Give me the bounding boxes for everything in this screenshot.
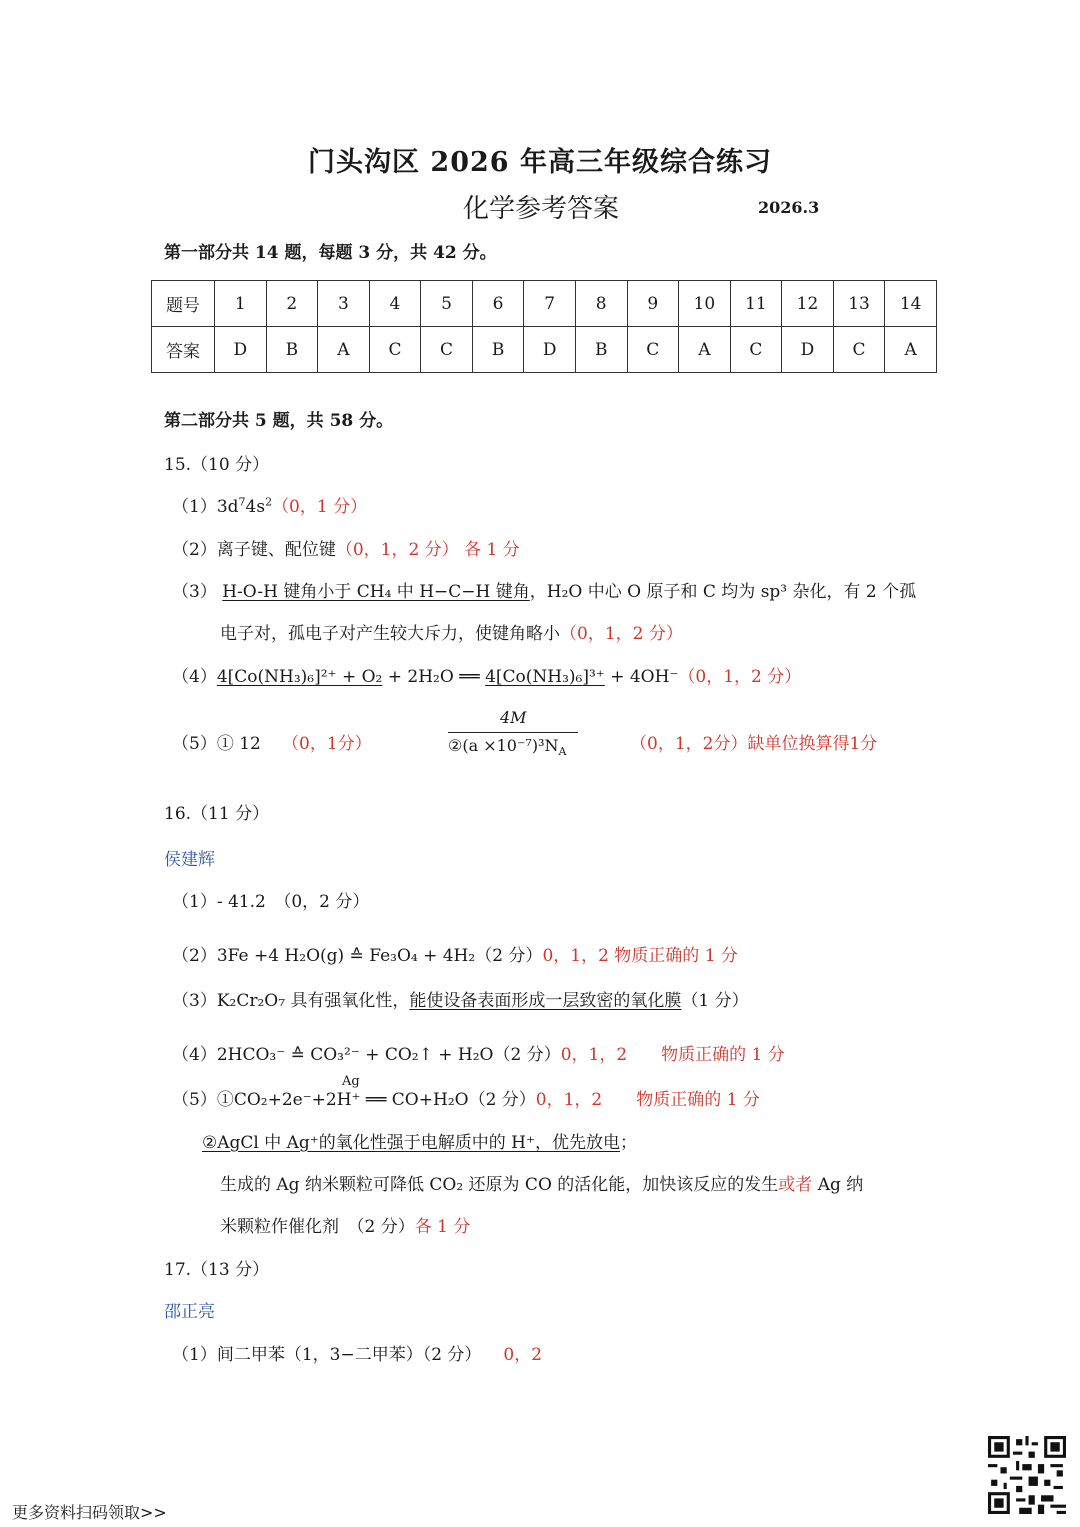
q16-4-score: 0，1，2 物质正确的 1 分	[560, 1045, 785, 1065]
qr-code-icon[interactable]	[988, 1436, 1066, 1514]
part2-heading: 第二部分共 5 题，共 58 分。	[164, 411, 394, 431]
footer-link[interactable]: 更多资料扫码领取>>	[12, 1503, 167, 1522]
q15-4-score: （0，1，2 分）	[678, 667, 802, 687]
q16-answer-5-3: 生成的 Ag 纳米颗粒可降低 CO₂ 还原为 CO 的活化能，加快该反应的发生或者 Ag 纳	[220, 1175, 864, 1195]
q16-answer-5-4: 米颗粒作催化剂 （2 分）各 1 分	[220, 1217, 471, 1237]
q17-1-score: 0，2	[503, 1345, 543, 1365]
q15-heading: 15.（10 分）	[164, 455, 270, 475]
q15-5-score-2: （0，1，2分）缺单位换算得1分	[630, 734, 878, 754]
q15-5-score-1: （0，1分）	[282, 734, 372, 754]
answer-choice: C	[833, 327, 885, 373]
question-number: 9	[627, 281, 679, 327]
q16-heading: 16.（11 分）	[164, 804, 270, 824]
q16-answer-1: （1）- 41.2 （0，2 分）	[172, 892, 370, 912]
answer-choice: A	[318, 327, 370, 373]
row-label-answer: 答案	[152, 327, 215, 373]
q17-answer-1: （1）间二甲苯（1，3−二甲苯）（2 分） 0，2	[172, 1345, 543, 1365]
question-number: 10	[679, 281, 731, 327]
row-label-question: 题号	[152, 281, 215, 327]
q16-5-score: 0，1，2 物质正确的 1 分	[535, 1090, 760, 1110]
answer-choice: B	[575, 327, 627, 373]
q16-answer-2: （2）3Fe +4 H₂O(g) ≙ Fe₃O₄ + 4H₂（2 分）0，1，2 物质正确的 1 分	[172, 946, 738, 966]
question-number: 3	[318, 281, 370, 327]
answer-choice: D	[524, 327, 576, 373]
q16-answer-3: （3）K₂Cr₂O₇ 具有强氧化性，能使设备表面形成一层致密的氧化膜（1 分）	[172, 991, 749, 1011]
answer-choice: C	[627, 327, 679, 373]
question-number: 5	[421, 281, 473, 327]
answer-choice: C	[421, 327, 473, 373]
page-subtitle: 化学参考答案	[463, 194, 620, 224]
q15-answer-5: （5）① 12	[172, 734, 261, 754]
question-number: 6	[472, 281, 524, 327]
q16-answer-5: （5）①CO₂+2e⁻+2H⁺ ══ CO+H₂O（2 分）0，1，2 物质正确的 1 分	[172, 1090, 760, 1110]
question-number: 1	[215, 281, 267, 327]
exam-date: 2026.3	[758, 198, 820, 217]
q16-5-catalyst-label: Ag	[342, 1074, 360, 1089]
q16-2-score: 0，1，2 物质正确的 1 分	[542, 946, 738, 966]
question-number: 14	[885, 281, 937, 327]
answer-table	[151, 280, 937, 373]
question-number: 13	[833, 281, 885, 327]
q15-answer-3: （3） H-O-H 键角小于 CH₄ 中 H−C−H 键角，H₂O 中心 O 原子和 C 均为 sp³ 杂化，有 2 个孤	[172, 582, 917, 602]
page-title: 门头沟区 2026 年高三年级综合练习	[308, 147, 772, 178]
answer-choice: D	[782, 327, 834, 373]
q15-answer-1: $(1)3d^74s^2(0$，1 分）	[172, 495, 368, 517]
q15-3-score: （0，1，2 分）	[560, 624, 683, 644]
formula-denominator: ②(a $\times 10^{-7})^3N_A$	[448, 736, 567, 759]
question-number: 11	[730, 281, 782, 327]
part1-heading: 第一部分共 14 题，每题 3 分，共 42 分。	[164, 243, 497, 263]
answer-choice: B	[472, 327, 524, 373]
q15-answer-4: （4）4[Co(NH₃)₆]²⁺ + O₂ + 2H₂O ══ 4[Co(NH₃)₆]³⁺ + 4OH⁻（0，1，2 分）	[172, 667, 802, 687]
q16-5-4-score: 各 1 分	[414, 1217, 471, 1237]
answer-choice: A	[885, 327, 937, 373]
q17-heading: 17.（13 分）	[164, 1260, 270, 1280]
question-number: 4	[369, 281, 421, 327]
answer-choice: C	[369, 327, 421, 373]
fraction-bar	[448, 732, 578, 733]
q15-answer-3-cont: 电子对，孤电子对产生较大斥力，使键角略小（0，1，2 分）	[220, 624, 683, 644]
question-number: 7	[524, 281, 576, 327]
q16-author: 侯建辉	[164, 850, 215, 870]
q15-answer-2: （2）离子键、配位键（0，1，2 分） 各 1 分	[172, 540, 520, 560]
q16-answer-4: （4）2HCO₃⁻ ≙ CO₃²⁻ + CO₂↑ + H₂O（2 分）0，1，2 物质正确的 1 分	[172, 1045, 785, 1065]
q16-answer-5-2: ②AgCl 中 Ag⁺的氧化性强于电解质中的 H⁺，优先放电；	[202, 1133, 637, 1153]
formula-numerator: 4M	[500, 708, 527, 727]
q17-author: 邵正亮	[164, 1302, 215, 1322]
q15-1-score: （0，1 分）	[272, 497, 368, 517]
question-number: 2	[266, 281, 318, 327]
question-number: 8	[575, 281, 627, 327]
answer-choice: A	[679, 327, 731, 373]
question-number: 12	[782, 281, 834, 327]
answer-choice: D	[215, 327, 267, 373]
q15-2-score: （0，1，2 分） 各 1 分	[335, 540, 520, 560]
answer-choice: C	[730, 327, 782, 373]
answer-choice: B	[266, 327, 318, 373]
